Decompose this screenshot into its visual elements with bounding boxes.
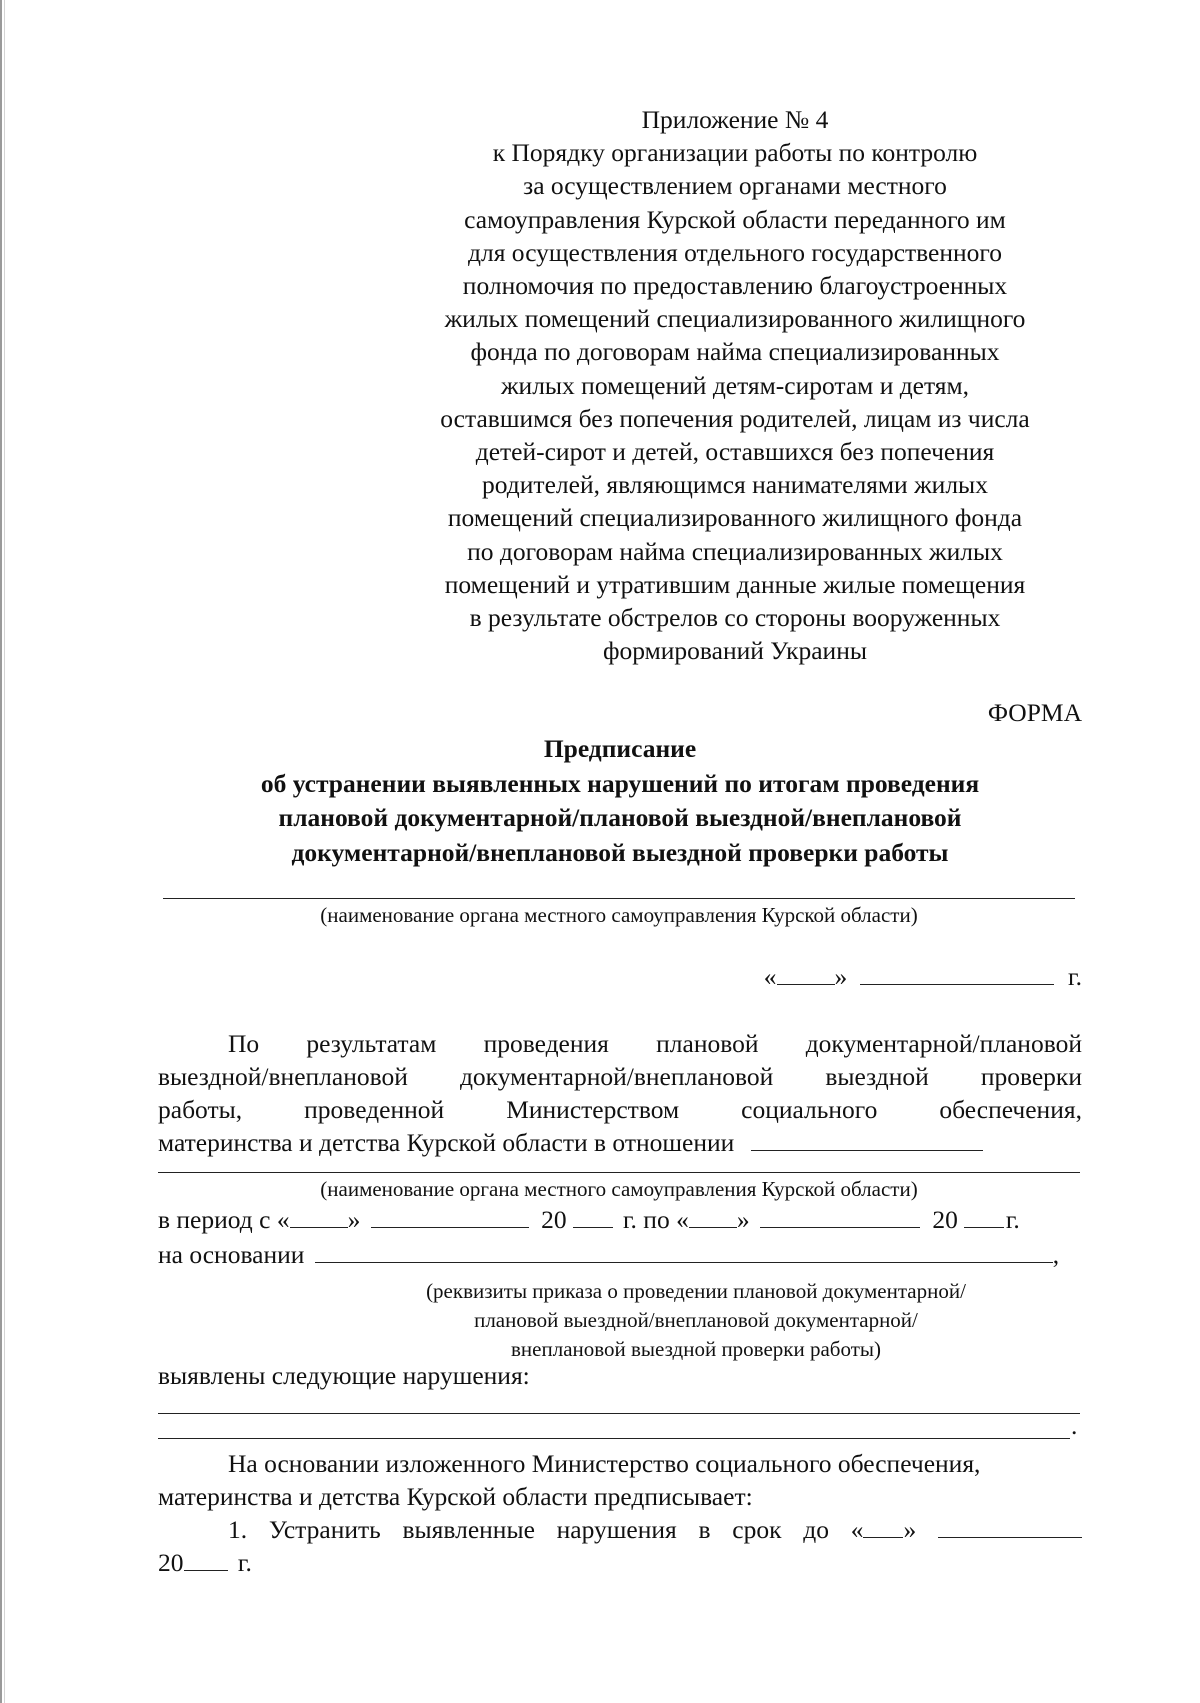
date-close-quote: » <box>834 962 848 991</box>
word: социального <box>741 1095 878 1124</box>
appendix-line: за осуществлением органами местного <box>523 171 947 201</box>
word: выездной/внеплановой <box>158 1062 408 1091</box>
word: проверки <box>980 1062 1082 1091</box>
item1-day-group <box>851 1513 917 1546</box>
para2-line1: На основании изложенного Министерство социального обеспечения, <box>228 1449 981 1478</box>
violations-end-period: . <box>1071 1411 1078 1440</box>
item1-day-field[interactable] <box>863 1517 903 1538</box>
date-line <box>764 962 1082 992</box>
item-1 <box>158 1513 1082 1579</box>
date-month-year-field[interactable] <box>860 964 1054 985</box>
title-line: плановой документарной/плановой выездной/внеплановой <box>278 803 962 832</box>
basis-field[interactable] <box>315 1242 1053 1263</box>
appendix-line: помещений и утратившим данные жилые помещения <box>444 569 1026 599</box>
basis-label: на основании <box>158 1240 305 1269</box>
appendix-line: фонда по договорам найма специализированных <box>470 337 1000 367</box>
word: Устранить <box>268 1515 381 1544</box>
period-po: г. по « <box>622 1205 689 1234</box>
word: документарной/внеплановой <box>459 1062 774 1091</box>
violations-field-2[interactable] <box>158 1438 1070 1439</box>
document-title <box>150 732 1090 870</box>
para2-line2: материнства и детства Курской области предписывает: <box>158 1482 753 1511</box>
date-day-field[interactable] <box>777 964 835 985</box>
appendix-line: Приложение № 4 <box>641 105 829 134</box>
appendix-line: родителей, являющимся нанимателями жилых <box>482 470 988 500</box>
word: выездной <box>825 1062 929 1091</box>
para1-line2 <box>158 1060 1082 1093</box>
word: срок <box>732 1515 782 1544</box>
order-caption-line: (реквизиты приказа о проведении плановой документарной/ <box>426 1279 966 1303</box>
word: По <box>228 1029 260 1058</box>
period-from-month-field[interactable] <box>371 1207 529 1228</box>
violations-field-1[interactable] <box>158 1413 1080 1414</box>
date-year-suffix: г. <box>1068 962 1082 991</box>
prescription-paragraph <box>158 1447 1082 1513</box>
period-close-quote: » <box>347 1205 361 1234</box>
appendix-line: жилых помещений детям-сиротам и детям, <box>500 370 970 400</box>
word: проведенной <box>304 1095 445 1124</box>
title-line: документарной/внеплановой выездной проверки работы <box>291 837 949 867</box>
order-caption-line: плановой выездной/внеплановой документарной/ <box>474 1308 918 1332</box>
item1-close-quote: » <box>903 1515 917 1544</box>
appendix-line: помещений специализированного жилищного фонда <box>447 503 1023 533</box>
appendix-line: формирований Украины <box>603 636 867 666</box>
organ-name-field[interactable] <box>163 898 1075 899</box>
word: 1. <box>228 1515 248 1544</box>
item1-twenty: 20 <box>158 1548 184 1577</box>
order-caption <box>346 1277 1046 1364</box>
form-label: ФОРМА <box>987 698 1082 727</box>
word: плановой <box>656 1029 759 1058</box>
organ-name-caption-2: (наименование органа местного самоуправления Курской области) <box>320 1177 918 1201</box>
period-from-twenty: 20 <box>541 1205 567 1234</box>
appendix-line: жилых помещений специализированного жилищного <box>444 304 1026 334</box>
item1-line2 <box>158 1546 1082 1579</box>
period-from-day-field[interactable] <box>290 1207 348 1228</box>
item1-year-field[interactable] <box>184 1550 228 1571</box>
basis-comma: , <box>1052 1240 1060 1269</box>
appendix-line: самоуправления Курской области переданного им <box>464 204 1006 234</box>
item1-year-suffix: г. <box>237 1548 252 1577</box>
word: проведения <box>483 1029 609 1058</box>
appendix-line: по договорам найма специализированных жилых <box>467 536 1003 566</box>
para1-line3 <box>158 1093 1082 1126</box>
period-to-year-field[interactable] <box>964 1207 1004 1228</box>
appendix-line: полномочия по предоставлению благоустроенных <box>462 271 1008 301</box>
word: результатам <box>306 1029 437 1058</box>
word: выявленные <box>402 1515 535 1544</box>
appendix-header <box>410 103 1060 667</box>
period-prefix: в период с « <box>158 1205 290 1234</box>
word: документарной/плановой <box>805 1029 1082 1058</box>
word: обеспечения, <box>939 1095 1082 1124</box>
date-open-quote: « <box>763 962 777 991</box>
word: работы, <box>158 1095 243 1124</box>
item1-open-quote: « <box>850 1515 864 1544</box>
word: Министерством <box>506 1095 680 1124</box>
para1-line4-text: материнства и детства Курской области в отношении <box>158 1128 735 1157</box>
appendix-line: оставшимся без попечения родителей, лицам из числа <box>440 403 1030 433</box>
period-year-suffix: г. <box>1005 1205 1020 1234</box>
inspected-organ-field[interactable] <box>751 1130 983 1151</box>
period-from-year-field[interactable] <box>573 1207 613 1228</box>
item1-month-field[interactable] <box>938 1517 1082 1538</box>
word: нарушения <box>556 1515 677 1544</box>
title-line: об устранении выявленных нарушений по итогам проведения <box>260 768 980 798</box>
title-line: Предписание <box>543 734 697 763</box>
basis-line <box>158 1240 1059 1270</box>
item1-line1 <box>158 1513 1082 1546</box>
word: в <box>698 1515 711 1544</box>
period-to-close-quote: » <box>736 1205 750 1234</box>
appendix-line: для осуществления отдельного государственного <box>468 237 1002 267</box>
para1-line4 <box>158 1126 1082 1159</box>
period-to-day-field[interactable] <box>689 1207 737 1228</box>
organ-name-caption: (наименование органа местного самоуправления Курской области) <box>320 903 918 927</box>
order-caption-line: внеплановой выездной проверки работы) <box>511 1337 881 1361</box>
period-line <box>158 1205 1020 1235</box>
violations-label: выявлены следующие нарушения: <box>158 1361 530 1390</box>
period-to-month-field[interactable] <box>760 1207 920 1228</box>
appendix-line: детей-сирот и детей, оставшихся без попечения <box>475 437 995 467</box>
para1-line1 <box>158 1027 1082 1060</box>
results-paragraph <box>158 1027 1082 1159</box>
period-to-twenty: 20 <box>932 1205 958 1234</box>
appendix-line: в результате обстрелов со стороны вооруженных <box>469 603 1001 633</box>
word: до <box>803 1515 829 1544</box>
organ-name-field-2[interactable] <box>158 1172 1080 1173</box>
appendix-line: к Порядку организации работы по контролю <box>492 138 978 168</box>
